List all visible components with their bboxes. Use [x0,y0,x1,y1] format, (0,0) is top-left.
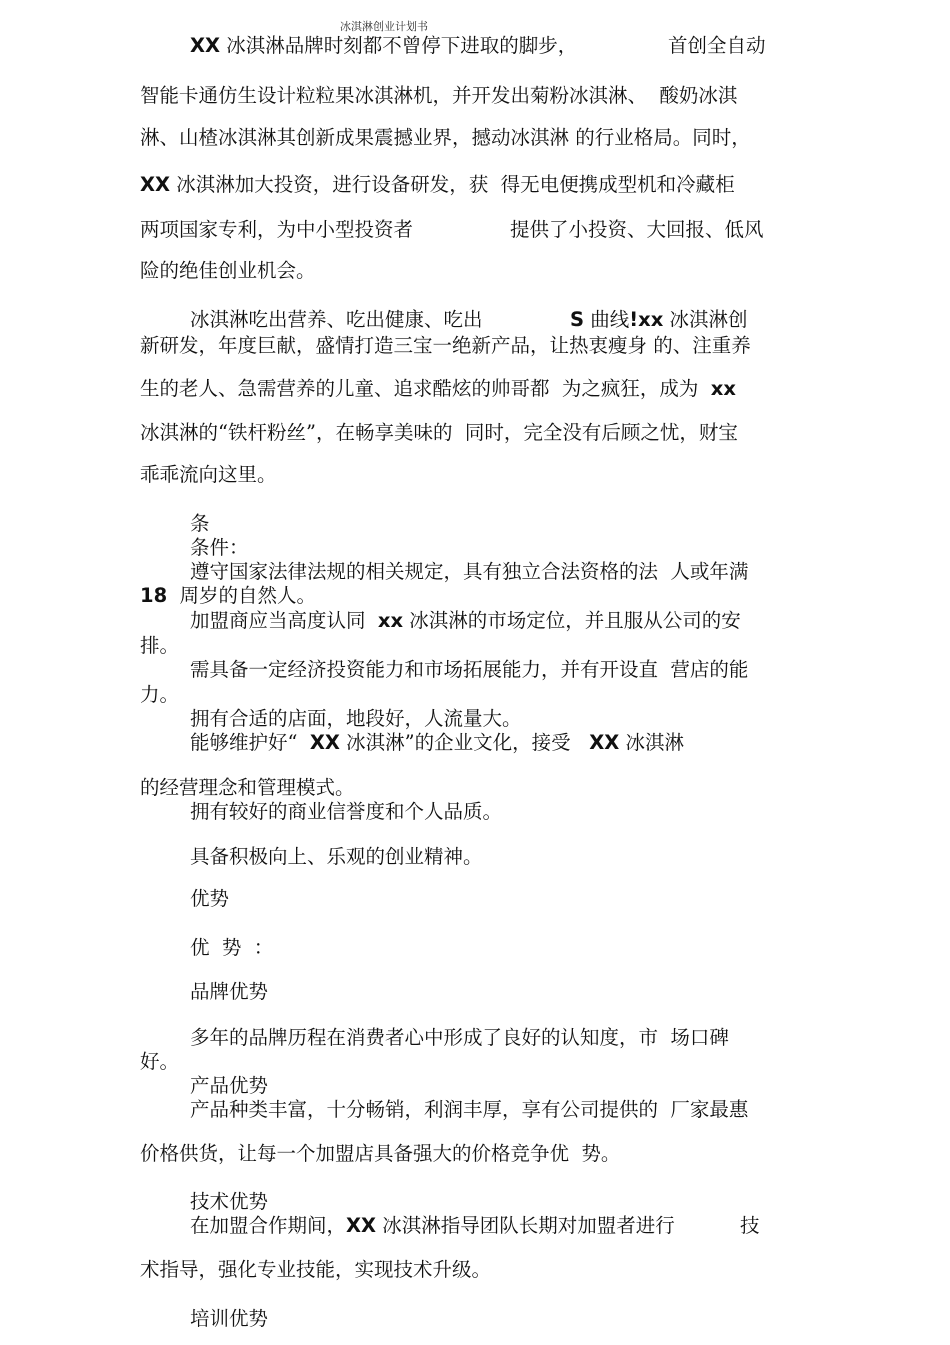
text-segment: 产品种类丰富，十分畅销，利润丰厚，享有公司提供的 厂家最惠 [190,1098,749,1121]
text-line [140,377,736,401]
text-line [140,776,355,800]
text-line [190,707,522,731]
text-line [140,634,179,658]
text-segment: 优 势 ： [190,936,274,959]
text-segment: 18 [140,584,168,607]
text-segment: 冰淇淋的市场定位，并且服从公司的安 [403,609,741,632]
text-line [190,845,483,869]
text-line [190,1307,268,1331]
text-segment: S [570,308,585,331]
text-segment: 冰淇淋指导团队长期对加盟者进行 [376,1214,675,1237]
text-line [140,1258,491,1282]
text-segment: XX [309,731,340,754]
text-segment: 能够维护好“ [190,731,310,754]
text-line [190,1214,760,1238]
text-line [190,1098,748,1122]
text-line [190,560,748,584]
text-line [190,34,766,58]
text-line [140,421,738,445]
text-segment: 智能卡通仿生设计粒粒果冰淇淋机，并开发出菊粉冰淇淋、 酸奶冰淇 [140,84,738,107]
text-line [190,658,748,682]
text-segment: 需具备一定经济投资能力和市场拓展能力，并有开设直 营店的能 [190,658,749,681]
text-line [140,126,751,150]
text-segment: 好。 [140,1050,180,1073]
text-segment: 术指导，强化专业技能，实现技术升级。 [140,1258,492,1281]
text-line [190,308,748,332]
text-segment: 产品优势 [190,1074,269,1097]
text-segment: 培训优势 [190,1307,269,1330]
text-segment: 冰淇淋品牌时刻都不曾停下进取的脚步， [220,34,578,57]
text-line [190,536,249,560]
text-segment: 冰淇淋创 [663,308,748,331]
text-segment: 拥有较好的商业信誉度和个人品质。 [190,800,503,823]
text-segment: 品牌优势 [190,980,269,1003]
text-line [140,84,737,108]
text-segment: 力。 [140,683,180,706]
text-segment: 排。 [140,634,180,657]
text-segment: 优势 [190,887,230,910]
text-segment: 条件： [190,536,249,559]
text-segment: 险的绝佳创业机会。 [140,259,316,282]
text-segment: 技 [740,1214,760,1237]
text-line [190,936,273,960]
text-line [190,1190,268,1214]
text-segment: 生的老人、急需营养的儿童、追求酷炫的帅哥都 为之疯狂，成为 [140,377,711,400]
text-line [190,512,210,536]
text-segment: 价格供货，让每一个加盟店具备强大的价格竞争优 势。 [140,1142,621,1165]
text-segment: 在加盟合作期间， [190,1214,347,1237]
text-line [140,1050,179,1074]
text-segment: 冰淇淋吃出营养、吃出健康、吃出 [190,308,483,331]
text-segment: 冰淇淋加大投资，进行设备研发，获 得无电便携成型机和冷藏柜 [170,173,735,196]
text-line [140,584,316,608]
text-segment: 冰淇淋 [619,731,684,754]
text-segment: XX [346,1214,377,1237]
text-line [140,259,316,283]
text-segment: XX [190,34,221,57]
text-segment: 新研发，年度巨献，盛情打造三宝一绝新产品，让热衷瘦身 的、注重养 [140,334,751,357]
text-line [190,1074,268,1098]
text-line [140,218,764,242]
text-segment: xx [710,377,736,400]
text-segment: 条 [190,512,210,535]
text-line [190,731,684,755]
text-segment: 提供了小投资、大回报、低风 [510,218,764,241]
text-line [190,887,229,911]
text-segment: 淋、山楂冰淇淋其创新成果震撼业界，撼动冰淇淋 的行业格局。同时， [140,126,751,149]
text-segment: 具备积极向上、乐观的创业精神。 [190,845,483,868]
text-segment: 两项国家专利，为中小型投资者 [140,218,414,241]
text-segment: 加盟商应当高度认同 [190,609,378,632]
text-segment: 技术优势 [190,1190,269,1213]
text-segment: XX [589,731,620,754]
text-segment: XX [140,173,171,196]
text-line [190,800,502,824]
text-segment: 周岁的自然人。 [167,584,317,607]
text-segment: 拥有合适的店面，地段好，人流量大。 [190,707,522,730]
text-line [190,1026,729,1050]
text-segment: !xx [629,308,664,331]
text-line [190,980,268,1004]
text-segment: 的经营理念和管理模式。 [140,776,355,799]
text-segment: 多年的品牌历程在消费者心中形成了良好的认知度，市 场口碑 [190,1026,729,1049]
text-segment: 冰淇淋的“铁杆粉丝”，在畅享美味的 同时，完全没有后顾之忧，财宝 [140,421,738,444]
text-line [140,463,277,487]
page-header: 冰淇淋创业计划书 [340,20,428,33]
text-segment: 乖乖流向这里。 [140,463,277,486]
text-line [190,609,741,633]
text-line [140,683,179,707]
text-segment: 曲线 [584,308,630,331]
text-line [140,1142,620,1166]
text-segment: xx [377,609,404,632]
text-line [140,173,735,197]
text-line [140,334,751,358]
text-segment: 遵守国家法律法规的相关规定，具有独立合法资格的法 人或年满 [190,560,749,583]
text-segment: 冰淇淋”的企业文化，接受 [339,731,590,754]
text-segment: 首创全自动 [668,34,766,57]
